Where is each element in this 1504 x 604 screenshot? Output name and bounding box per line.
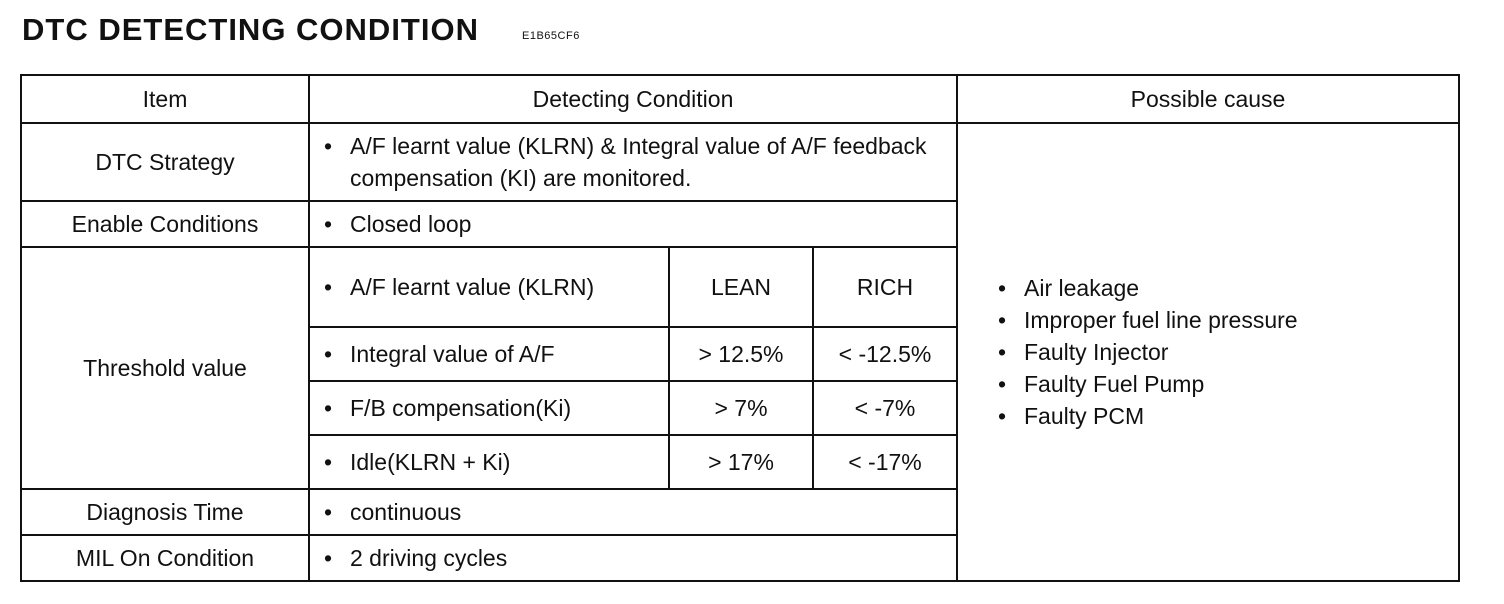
bullet-icon: •: [324, 449, 333, 475]
bullet-icon: •: [324, 395, 333, 421]
condition-mil: • 2 driving cycles: [309, 535, 957, 581]
bullet-icon: •: [324, 274, 333, 300]
cause-item: • Faulty Fuel Pump: [998, 368, 1458, 400]
header-detecting-condition: Detecting Condition: [309, 75, 957, 123]
threshold-label: • A/F learnt value (KLRN): [309, 247, 669, 327]
threshold-rich: < -12.5%: [813, 327, 957, 381]
condition-enable: • Closed loop: [309, 201, 957, 247]
item-threshold-value: Threshold value: [21, 247, 309, 489]
bullet-icon: •: [324, 133, 333, 159]
threshold-lean: LEAN: [669, 247, 813, 327]
header-possible-cause: Possible cause: [957, 75, 1459, 123]
bullet-icon: •: [324, 545, 333, 571]
possible-cause-list: [957, 123, 1459, 581]
item-diagnosis-time: Diagnosis Time: [21, 489, 309, 535]
page-title: DTC DETECTING CONDITION: [22, 12, 479, 47]
threshold-lean: > 12.5%: [669, 327, 813, 381]
header-item: Item: [21, 75, 309, 123]
bullet-icon: •: [998, 307, 1007, 333]
threshold-label: • F/B compensation(Ki): [309, 381, 669, 435]
threshold-lean: > 17%: [669, 435, 813, 489]
bullet-icon: •: [998, 275, 1007, 301]
item-mil-on-condition: MIL On Condition: [21, 535, 309, 581]
bullet-icon: •: [324, 211, 333, 237]
bullet-icon: •: [998, 339, 1007, 365]
threshold-rich: < -7%: [813, 381, 957, 435]
cause-item: • Faulty Injector: [998, 336, 1458, 368]
document-code: E1B65CF6: [522, 30, 580, 42]
item-enable-conditions: Enable Conditions: [21, 201, 309, 247]
threshold-rich: RICH: [813, 247, 957, 327]
cause-item: • Improper fuel line pressure: [998, 304, 1458, 336]
bullet-icon: •: [998, 403, 1007, 429]
dtc-condition-table: [20, 74, 1460, 582]
threshold-rich: < -17%: [813, 435, 957, 489]
condition-diagnosis: • continuous: [309, 489, 957, 535]
table-row-dtc-strategy: [21, 123, 1459, 201]
bullet-icon: •: [324, 341, 333, 367]
item-dtc-strategy: DTC Strategy: [21, 123, 309, 201]
bullet-icon: •: [324, 499, 333, 525]
threshold-label: • Idle(KLRN + Ki): [309, 435, 669, 489]
threshold-label: • Integral value of A/F: [309, 327, 669, 381]
cause-item: • Faulty PCM: [998, 400, 1458, 432]
threshold-lean: > 7%: [669, 381, 813, 435]
bullet-icon: •: [998, 371, 1007, 397]
cause-item: • Air leakage: [998, 272, 1458, 304]
condition-text: A/F learnt value (KLRN) & Integral value of A/F feedback compensation (KI) are monitored.: [350, 133, 927, 191]
condition-dtc-strategy: [309, 123, 957, 201]
table-header-row: [21, 75, 1459, 123]
